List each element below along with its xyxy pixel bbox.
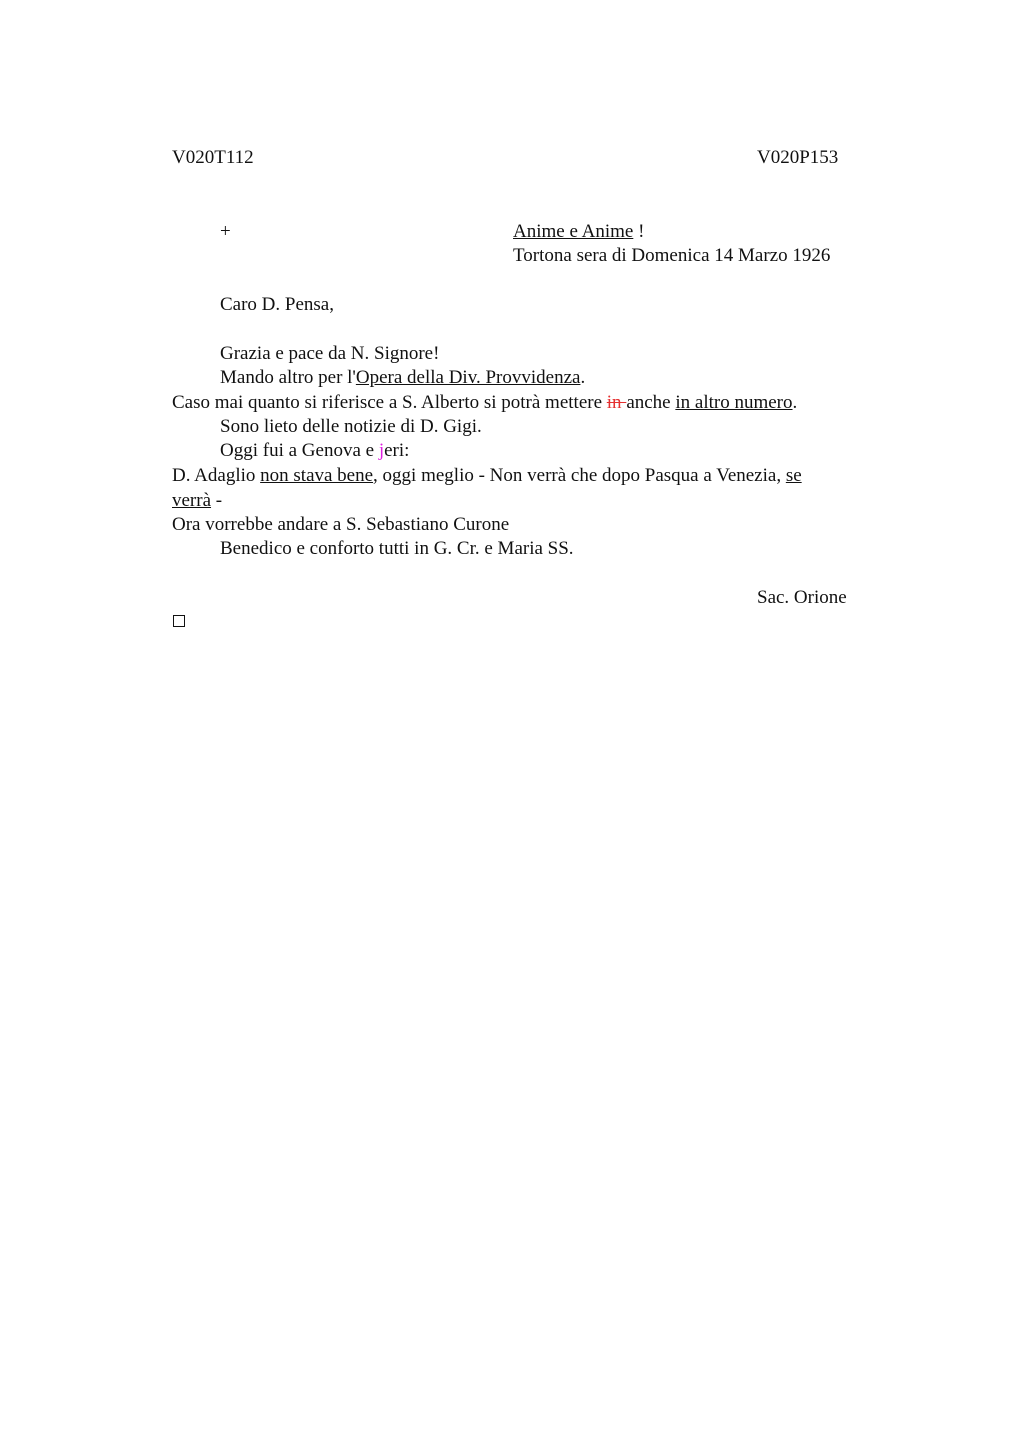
document-code-left: V020T112 [172, 147, 254, 168]
verra-suffix: - [211, 490, 223, 511]
verra-line [172, 489, 222, 513]
caso-deleted-text: in [606, 392, 627, 413]
oggi-suffix: eri: [384, 440, 410, 461]
benedico-line: Benedico e conforto tutti in G. Cr. e Maria SS. [220, 538, 574, 559]
document-code-right: V020P153 [757, 147, 839, 168]
caso-line [172, 391, 797, 415]
motto-suffix: ! [633, 221, 645, 242]
adaglio-underlined-2: se [785, 465, 802, 486]
caso-prefix: Caso mai quanto si riferisce a S. Alberto si potrà mettere [172, 392, 607, 413]
signature: Sac. Orione [757, 587, 847, 608]
salutation: Caro D. Pensa, [220, 294, 334, 315]
mando-suffix: . [580, 367, 586, 388]
adaglio-line [172, 464, 802, 488]
sono-line: Sono lieto delle notizie di D. Gigi. [220, 416, 482, 437]
caso-suffix: . [792, 392, 798, 413]
motto [513, 220, 644, 244]
mando-underlined: Opera della Div. Provvidenza [355, 367, 581, 388]
mando-line [220, 366, 585, 390]
cross-symbol: + [220, 221, 231, 242]
adaglio-mid: , oggi meglio - Non verrà che dopo Pasqua a Venezia, [373, 465, 786, 486]
end-marker-box [173, 615, 185, 627]
mando-prefix: Mando altro per l' [220, 367, 356, 388]
adaglio-prefix: D. Adaglio [172, 465, 261, 486]
adaglio-underlined: non stava bene [260, 465, 374, 486]
verra-underlined: verrà [172, 490, 212, 511]
oggi-line [220, 439, 409, 463]
caso-mid: anche [626, 392, 676, 413]
dateline: Tortona sera di Domenica 14 Marzo 1926 [513, 245, 831, 266]
oggi-prefix: Oggi fui a Genova e [220, 440, 379, 461]
oggi-highlight: j [378, 440, 385, 461]
caso-underlined: in altro numero [675, 392, 793, 413]
motto-underlined: Anime e Anime [513, 221, 634, 242]
greeting-line: Grazia e pace da N. Signore! [220, 343, 440, 364]
ora-line: Ora vorrebbe andare a S. Sebastiano Curone [172, 514, 510, 535]
